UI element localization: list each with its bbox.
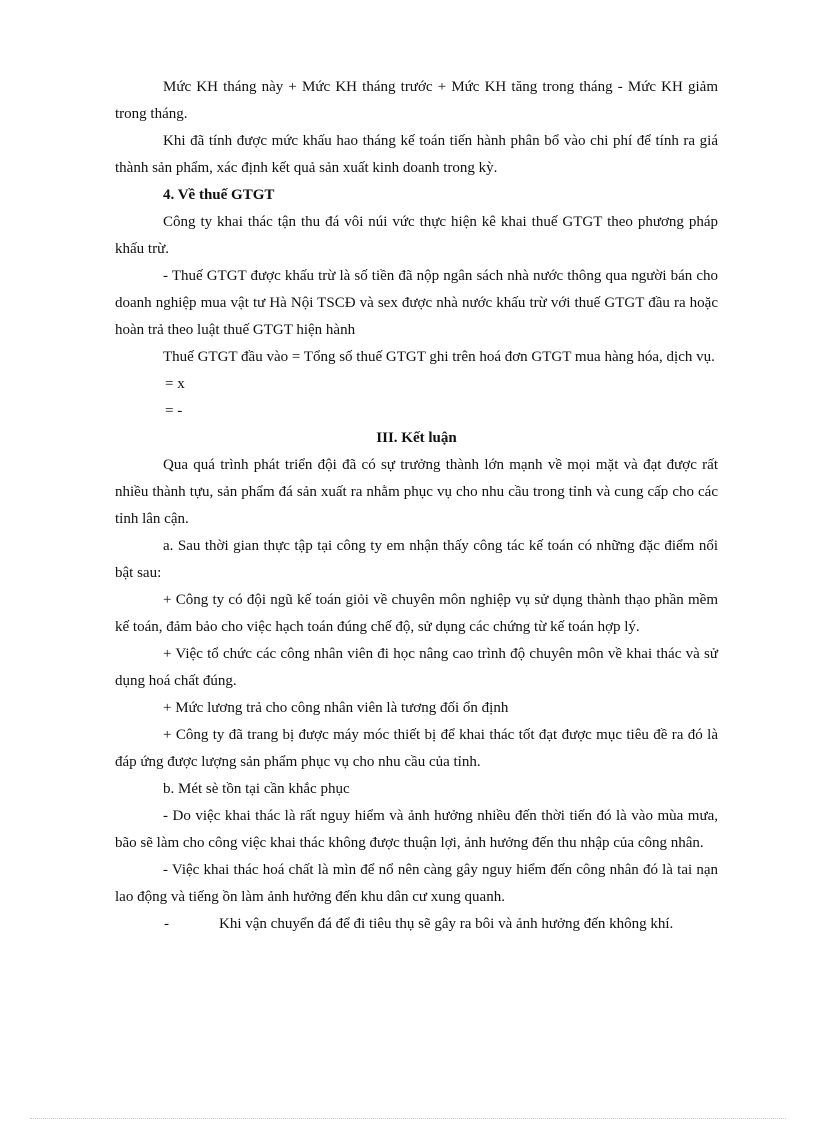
paragraph-strength-1: + Công ty có đội ngũ kế toán giỏi về chuyên môn nghiệp vụ sử dụng thành thạo phần mềm kế toán, đảm bảo cho việc hạch toán đúng chế độ, sử dụng các chứng từ kế toán hợp lý.	[115, 592, 718, 635]
paragraph-strengths-intro: a. Sau thời gian thực tập tại công ty em nhận thấy công tác kế toán có những đặc điểm nổi bật sau:	[115, 538, 718, 581]
paragraph-strength-2: + Việc tổ chức các công nhân viên đi học nâng cao trình độ chuyên môn về khai thác và sử dụng hoá chất đúng.	[115, 646, 718, 689]
section-heading-conclusion: III. Kết luận	[376, 430, 457, 446]
section-heading-vat: 4. Về thuế GTGT	[163, 187, 275, 203]
paragraph-weakness-1: - Do việc khai thác là rất nguy hiểm và ảnh hưởng nhiều đến thời tiến đó là vào mùa mưa, bão sẽ làm cho công việc khai thác không được thuận lợi, ảnh hưởng đến thu nhập của công nhân.	[115, 808, 718, 851]
paragraph-weakness-2: - Việc khai thác hoá chất là mìn để nổ nên càng gây nguy hiểm đến công nhân đó là tai nạn lao động và tiếng ồn làm ảnh hưởng đến khu dân cư xung quanh.	[115, 862, 718, 905]
paragraph-weaknesses-intro: b. Mét sè tồn tại cần khắc phục	[163, 781, 350, 797]
dash-bullet: -	[164, 916, 169, 932]
equation-line-2: = -	[165, 403, 183, 419]
paragraph-input-vat: Thuế GTGT đầu vào = Tổng số thuế GTGT ghi trên hoá đơn GTGT mua hàng hóa, dịch vụ.	[163, 349, 715, 365]
paragraph-depreciation-allocation: Khi đã tính được mức khấu hao tháng kế toán tiến hành phân bổ vào chi phí để tính ra giá thành sản phẩm, xác định kết quả sản xuất kinh doanh trong kỳ.	[115, 133, 718, 176]
paragraph-strength-3: + Mức lương trả cho công nhân viên là tương đối ổn định	[163, 700, 509, 716]
paragraph-depreciation-formula: Mức KH tháng này + Mức KH tháng trước + Mức KH tăng trong tháng - Mức KH giảm trong tháng.	[115, 79, 718, 122]
paragraph-development: Qua quá trình phát triển đội đã có sự trưởng thành lớn mạnh về mọi mặt và đạt được rất nhiều thành tựu, sản phẩm đá sản xuất ra nhằm phục vụ cho nhu cầu trong tỉnh và cung cấp cho các tỉnh lân cận.	[115, 457, 718, 527]
weakness-3-text: Khi vận chuyển đá để đi tiêu thụ sẽ gây ra bôi và ảnh hưởng đến không khí.	[219, 916, 674, 932]
paragraph-vat-deductible: - Thuế GTGT được khấu trừ là số tiền đã nộp ngân sách nhà nước thông qua người bán cho doanh nghiệp mua vật tư Hà Nội TSCĐ và sex được nhà nước khấu trừ với thuế GTGT đầu ra hoặc hoàn trả theo luật thuế GTGT hiện hành	[115, 268, 718, 338]
paragraph-vat-method: Công ty khai thác tận thu đá vôi núi vức thực hiện kê khai thuế GTGT theo phương pháp khấu trừ.	[115, 214, 718, 257]
page-bottom-divider	[30, 1118, 786, 1119]
paragraph-strength-4: + Công ty đã trang bị được máy móc thiết bị để khai thác tốt đạt được mục tiêu đề ra đó là đáp ứng được lượng sản phẩm phục vụ cho nhu cầu của tỉnh.	[115, 727, 718, 770]
document-body	[115, 74, 718, 938]
equation-line-1: = x	[165, 376, 185, 392]
paragraph-weakness-3	[115, 911, 718, 938]
